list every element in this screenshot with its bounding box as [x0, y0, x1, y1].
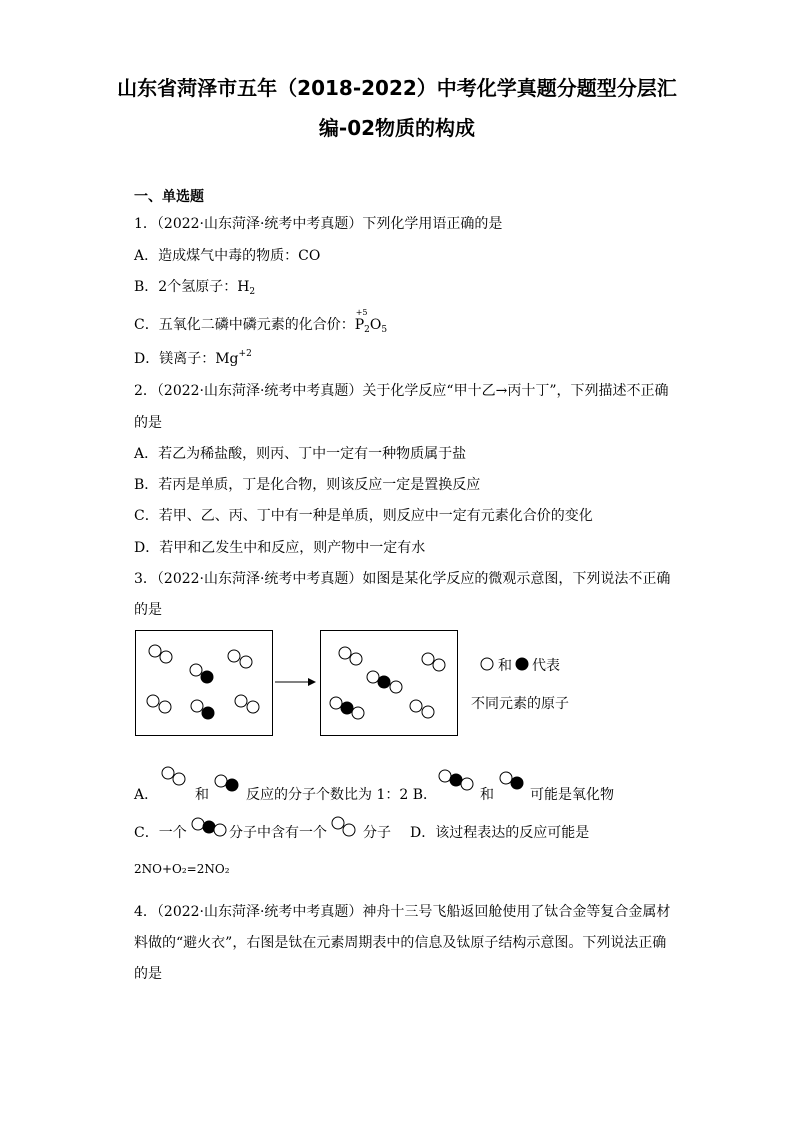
doc-title-line2: 编-02物质的构成: [318, 116, 476, 140]
q1-d-text: D．镁离子：Mg: [134, 351, 239, 367]
q1-b-sub: 2: [249, 287, 256, 297]
no-molecule-icon: [213, 773, 243, 795]
q2-option-b: B．若丙是单质，丁是化合物，则该反应一定是置换反应: [134, 477, 481, 493]
q3-option-a-label: A．: [134, 787, 159, 803]
reactant-o2-molecule-4: [235, 695, 259, 713]
q1-c-text: C．五氧化二磷中磷元素的化合价：: [134, 317, 355, 333]
product-no2-molecule-2: [330, 697, 364, 719]
product-o2-molecule-1: [339, 647, 362, 665]
q3-option-d-equation: 2NO+O₂=2NO₂: [134, 862, 230, 876]
q3-option-b-and: 和: [480, 787, 494, 803]
q3-option-c-rest: 分子: [363, 825, 391, 841]
o2-molecule-icon: [160, 764, 190, 786]
q1-c-valence: +5: [355, 308, 368, 317]
q4-stem-line2: 料做的“避火衣”，右图是钛在元素周期表中的信息及钛原子结构示意图。下列说法正确: [134, 935, 667, 951]
q2-stem-line2: 的是: [134, 415, 162, 431]
q1-b-text: B．2个氢原子：H: [134, 279, 250, 295]
no2-molecule-icon: [437, 768, 477, 792]
legend-line2: 不同元素的原子: [471, 696, 569, 712]
q1-c-sub2: 5: [381, 325, 388, 335]
no-molecule-icon-b: [498, 770, 528, 792]
q3-option-a-and: 和: [195, 787, 209, 803]
no2-molecule-icon-c: [190, 816, 230, 840]
q2-option-c: C．若甲、乙、丙、丁中有一种是单质，则反应中一定有元素化合价的变化: [134, 508, 593, 524]
legend-black-atom: [516, 658, 528, 670]
q1-c-p: P: [354, 317, 365, 333]
product-o2-molecule-3: [410, 700, 434, 718]
reactant-no-molecule-2: [191, 700, 214, 719]
q1-stem: 1．（2022·山东菏泽·统考中考真题）下列化学用语正确的是: [134, 216, 503, 232]
reactant-o2-molecule-1: [149, 645, 172, 663]
reactant-o2-molecule-2: [228, 650, 252, 668]
reactant-o2-molecule-3: [147, 695, 171, 713]
product-o2-molecule-2: [422, 653, 445, 671]
legend-represent: 代表: [532, 658, 560, 674]
product-no2-molecule-1: [367, 671, 402, 693]
q3-option-c-mid: 分子中含有一个: [229, 825, 327, 841]
q3-stem-line1: 3．（2022·山东菏泽·统考中考真题）如图是某化学反应的微观示意图，下列说法不正确: [134, 571, 671, 587]
q2-stem-line1: 2．（2022·山东菏泽·统考中考真题）关于化学反应“甲十乙→丙十丁”，下列描述不正确: [134, 383, 669, 399]
q2-option-d: D．若甲和乙发生中和反应，则产物中一定有水: [134, 540, 426, 556]
reactant-no-molecule-1: [190, 664, 213, 683]
q1-c-sub1: 2: [364, 325, 370, 335]
q3-stem-line2: 的是: [134, 602, 162, 618]
q4-stem-line1: 4．（2022·山东菏泽·统考中考真题）神舟十三号飞船返回舱使用了钛合金等复合金属材: [134, 904, 671, 920]
q3-option-b-rest: 可能是氧化物: [530, 787, 614, 803]
q1-c-o: O: [369, 317, 382, 333]
q1-d-sup: +2: [238, 349, 252, 359]
q2-option-a: A．若乙为稀盐酸，则丙、丁中一定有一种物质属于盐: [134, 446, 467, 462]
q3-option-d: D．该过程表达的反应可能是: [410, 825, 590, 841]
q4-stem-line3: 的是: [134, 966, 162, 982]
legend-white-atom: [481, 658, 493, 670]
section-heading: 一、单选题: [134, 189, 204, 205]
doc-title-line1: 山东省菏泽市五年（2018-2022）中考化学真题分题型分层汇: [117, 76, 677, 100]
q3-option-a-rest: 反应的分子个数比为 1：2 B．: [246, 787, 438, 803]
o2-molecule-icon-c: [329, 814, 361, 840]
legend-and: 和: [498, 658, 512, 674]
q1-option-a: A．造成煤气中毒的物质：CO: [134, 248, 321, 264]
q3-option-c-label: C．一个: [134, 825, 187, 841]
